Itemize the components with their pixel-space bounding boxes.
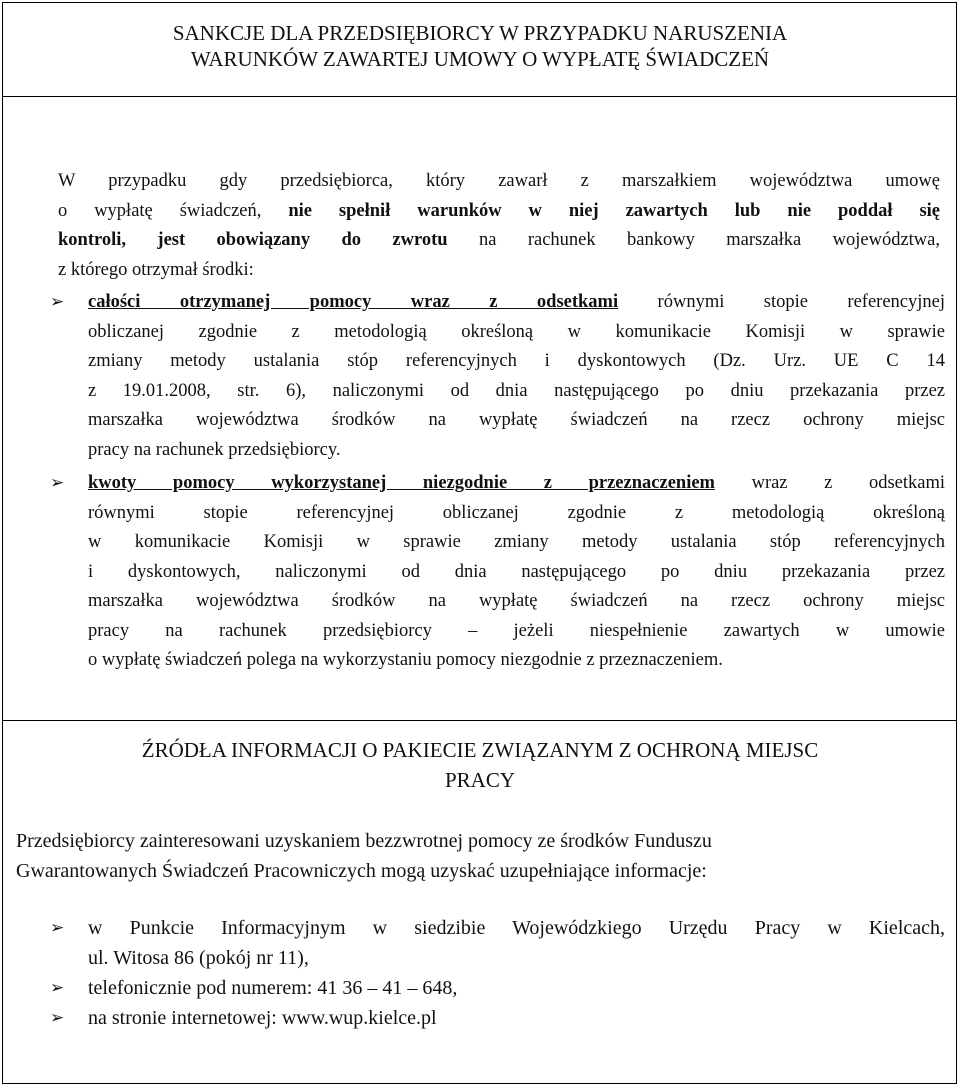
text-line: pracy na rachunek przedsiębiorcy – jeżeli niespełnienie zawartych w umowie — [88, 620, 945, 641]
text-line: zmiany metody ustalania stóp referencyjnych i dyskontowych (Dz. Urz. UE C 14 — [88, 351, 945, 371]
title-line: ŹRÓDŁA INFORMACJI O PAKIECIE ZWIĄZANYM Z OCHRONĄ MIEJSC — [141, 738, 819, 762]
divider-line — [2, 720, 957, 721]
text-span: na rachunek bankowy marszałka województwa, — [447, 230, 940, 250]
bullet-item — [50, 913, 945, 973]
bold-underlined-text: całości otrzymanej pomocy wraz z odsetkami — [88, 292, 619, 312]
text-span: W przypadku gdy przedsiębiorca, który zawarł z marszałkiem województwa umowę — [58, 171, 940, 191]
arrowhead-bullet-icon: ➢ — [50, 292, 65, 312]
text-span: wraz z odsetkami — [714, 473, 945, 493]
text-line: z 19.01.2008, str. 6), naliczonymi od dnia następującego po dniu przekazania przez — [88, 380, 945, 401]
text-line — [58, 226, 940, 256]
text-line — [58, 167, 940, 197]
bullet-item — [50, 469, 945, 676]
bullet-text — [88, 913, 945, 973]
arrowhead-bullet-icon: ➢ — [50, 1008, 65, 1028]
text-line: obliczanej zgodnie z metodologią określoną w komunikacie Komisji w sprawie — [88, 321, 945, 342]
website-link-text: na stronie internetowej: www.wup.kielce.pl — [88, 1007, 437, 1029]
text-line: i dyskontowych, naliczonymi od dnia następującego po dniu przekazania przez — [88, 561, 945, 582]
text-line — [58, 256, 940, 286]
text-line: o wypłatę świadczeń polega na wykorzystaniu pomocy niezgodnie z przeznaczeniem. — [88, 650, 723, 670]
text-span: z którego otrzymał środki: — [58, 259, 254, 280]
text-line: w Punkcie Informacyjnym w siedzibie Wojewódzkiego Urzędu Pracy w Kielcach, — [88, 917, 945, 939]
title-line: WARUNKÓW ZAWARTEJ UMOWY O WYPŁATĘ ŚWIADCZEŃ — [190, 47, 770, 71]
text-span: równymi stopie referencyjnej — [618, 292, 945, 312]
bullet-text: telefonicznie pod numerem: 41 36 – 41 – 648, — [88, 977, 458, 999]
sanctions-intro — [58, 167, 940, 285]
bullet-item — [50, 1003, 945, 1033]
title-line: SANKCJE DLA PRZEDSIĘBIORCY W PRZYPADKU NARUSZENIA — [172, 21, 788, 45]
text-line: równymi stopie referencyjnej obliczanej zgodnie z metodologią określoną — [88, 502, 945, 523]
text-line — [58, 197, 940, 227]
section-title-information-sources — [0, 735, 960, 795]
bold-text: kontroli, jest obowiązany do zwrotu — [58, 230, 448, 250]
arrowhead-bullet-icon: ➢ — [50, 978, 65, 998]
sanctions-bullets — [50, 288, 945, 676]
text-line: pracy na rachunek przedsiębiorcy. — [88, 439, 341, 460]
text-line: Gwarantowanych Świadczeń Pracowniczych mogą uzyskać uzupełniające informacje: — [16, 860, 707, 882]
bullet-item — [50, 973, 945, 1003]
information-intro — [16, 826, 876, 886]
text-line: w komunikacie Komisji w sprawie zmiany metody ustalania stóp referencyjnych — [88, 532, 945, 552]
bullet-text — [88, 288, 945, 465]
bullet-item — [50, 288, 945, 465]
information-bullets — [50, 913, 945, 1033]
arrowhead-bullet-icon: ➢ — [50, 918, 65, 938]
text-span: o wypłatę świadczeń, — [58, 200, 289, 221]
text-line: marszałka województwa środków na wypłatę świadczeń na rzecz ochrony miejsc — [88, 410, 945, 430]
bold-underlined-text: kwoty pomocy wykorzystanej niezgodnie z przeznaczeniem — [88, 473, 715, 493]
text-line — [88, 288, 945, 318]
bullet-text — [88, 469, 945, 676]
text-line: marszałka województwa środków na wypłatę świadczeń na rzecz ochrony miejsc — [88, 591, 945, 611]
text-line — [88, 469, 945, 499]
bold-text: nie spełnił warunków w niej zawartych lub nie poddał się — [288, 200, 941, 221]
arrowhead-bullet-icon: ➢ — [50, 473, 65, 493]
text-line: ul. Witosa 86 (pokój nr 11), — [88, 947, 309, 969]
text-line: Przedsiębiorcy zainteresowani uzyskaniem bezzwrotnej pomocy ze środków Funduszu — [16, 830, 712, 852]
section-title-sanctions — [0, 20, 960, 72]
divider-line — [2, 96, 957, 97]
title-line: PRACY — [444, 768, 516, 792]
